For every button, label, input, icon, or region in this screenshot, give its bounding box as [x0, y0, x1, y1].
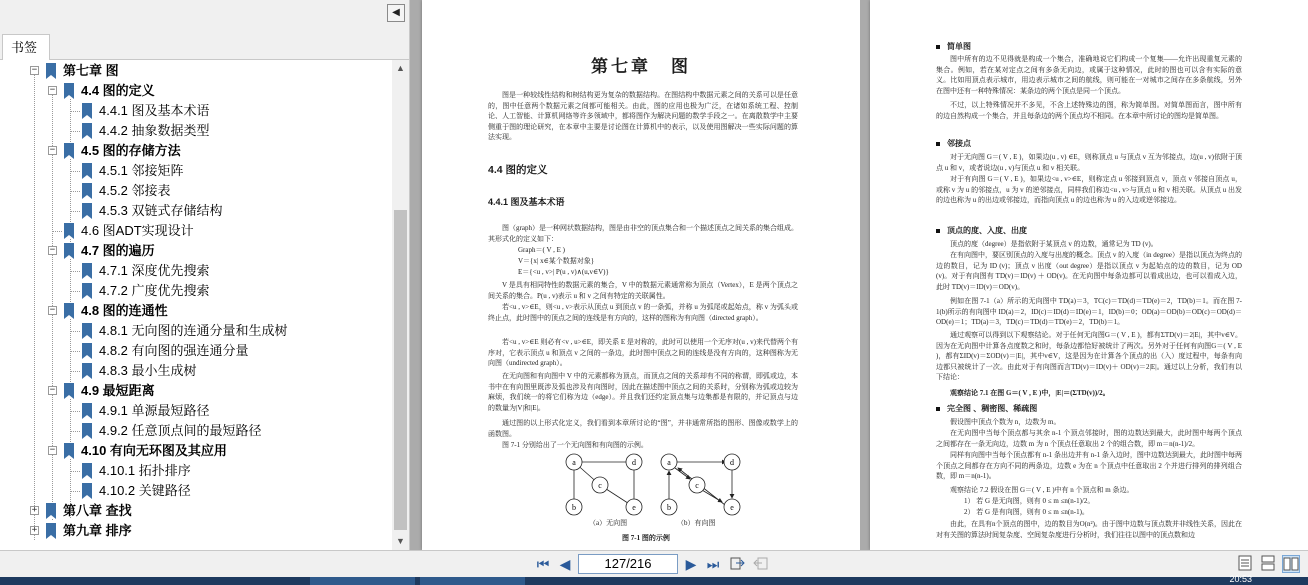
bookmark-label: 4.4.1 图及基本术语	[99, 103, 210, 118]
bookmark-label: 4.7.2 广度优先搜索	[99, 283, 210, 298]
taskbar-clock: 20:53	[1229, 574, 1252, 584]
node-label: e	[730, 503, 734, 512]
bookmark-label: 4.4.2 抽象数据类型	[99, 123, 210, 138]
bookmark-icon	[46, 503, 56, 518]
bookmark-item[interactable]	[0, 201, 392, 221]
panel-tabbar	[0, 30, 410, 60]
bookmark-label: 第七章 图	[63, 63, 119, 78]
tree-connector	[70, 471, 80, 472]
bookmark-item[interactable]	[0, 521, 392, 541]
paragraph: 同样有向图中当每个顶点都有 n-1 条出边并有 n-1 条入边时，图中边数达到最大，此时图中每两个顶点之间都存在方向不同的两条边，边数 e 为在 n 个顶点中任意取出 2 个并进行排列的排列组合数，即 m＝n(n-1)。	[936, 451, 1242, 480]
bookmark-item[interactable]	[0, 381, 392, 401]
observation: 观察结论 7.1 在图 G＝( V , E )中，|E|＝(ΣTD(v))/2。	[950, 389, 1110, 397]
bookmark-icon	[46, 63, 56, 78]
os-taskbar	[0, 574, 1308, 585]
collapse-panel-button[interactable]: ◀	[387, 4, 405, 22]
bookmark-icon	[82, 263, 92, 278]
collapse-node-icon[interactable]: −	[49, 145, 56, 155]
bookmark-item[interactable]	[0, 281, 392, 301]
bookmark-item[interactable]	[0, 221, 392, 241]
paragraph: 例如在图 7-1（a）所示的无向图中 TD(a)＝3，TC(c)＝TD(d)＝TD(e)＝2，TD(b)＝1。而在图 7-1(b)所示的有向图中 ID(a)＝2，ID(c)＝ID(d)＝ID(e)＝1，ID(b)＝0；OD(a)＝OD(b)＝OD(c)＝OD(d)＝OD(e)＝1；TD(a)＝3，TD(c)＝TD(d)＝TD(e)＝2，TD(b)＝1。	[936, 297, 1242, 326]
tree-connector	[70, 351, 80, 352]
first-page-icon[interactable]: ⏮	[536, 556, 550, 572]
section-heading: 邻接点	[936, 138, 971, 149]
bookmark-item[interactable]	[0, 461, 392, 481]
node-label: e	[632, 503, 636, 512]
bookmark-label: 4.5 图的存储方法	[81, 143, 181, 158]
document-viewer[interactable]	[410, 0, 1308, 550]
tree-connector	[70, 191, 80, 192]
scrollbar-thumb[interactable]	[394, 210, 407, 530]
bookmark-icon	[82, 123, 92, 138]
bookmark-label: 4.7 图的遍历	[81, 243, 155, 258]
bookmark-item[interactable]	[0, 361, 392, 381]
bookmark-item[interactable]	[0, 121, 392, 141]
paragraph: 假设图中顶点个数为 n，边数为 m。	[950, 418, 1061, 426]
page-gap	[860, 0, 870, 550]
bookmark-item[interactable]	[0, 481, 392, 501]
bookmark-label: 4.7.1 深度优先搜索	[99, 263, 210, 278]
bookmark-icon	[82, 363, 92, 378]
bookmark-scrollbar[interactable]	[392, 60, 409, 550]
bookmark-label: 4.8.3 最小生成树	[99, 363, 197, 378]
section-heading: 简单图	[936, 41, 971, 52]
collapse-node-icon[interactable]: −	[49, 385, 56, 395]
bookmark-label: 4.9 最短距离	[81, 383, 155, 398]
paragraph: 在有向图中，要区别顶点的入度与出度的概念。顶点 v 的入度（in degree）是指以顶点为终点的边的数目，记为 ID (v)；顶点 v 出度（out degree）是指以顶点 v 为起始点的边的数目，记为 OD (v)。对于有向图有 TD(v)＝ID(v) ＋ OD(v)。在无向图中每条边都可以看成出边，也可以看成入边，此时 TD(v)＝ID(v)＝OD(v)。	[936, 251, 1242, 291]
tree-connector	[70, 131, 80, 132]
scroll-down-icon[interactable]: ▼	[396, 536, 405, 546]
bookmark-item[interactable]	[0, 101, 392, 121]
bookmark-icon	[82, 183, 92, 198]
bookmark-icon	[82, 423, 92, 438]
go-forward-icon[interactable]	[751, 555, 769, 573]
bookmark-label: 4.10 有向无环图及其应用	[81, 443, 227, 458]
bookmark-icon	[64, 303, 74, 318]
section-heading: 4.4 图的定义	[488, 164, 548, 176]
navigation-toolbar	[0, 550, 1308, 577]
formula: E＝{<u , v>| P(u , v)∧(u,v∈V)}	[518, 268, 609, 276]
bookmark-item[interactable]	[0, 421, 392, 441]
paragraph: 图（graph）是一种网状数据结构，图是由非空的顶点集合和一个描述顶点之间关系的集合组成。其形式化的定义如下：	[488, 224, 798, 243]
bookmark-label: 第八章 查找	[63, 503, 132, 518]
tree-connector	[70, 211, 80, 212]
bookmark-icon	[82, 463, 92, 478]
bookmark-item[interactable]	[0, 61, 392, 81]
bookmark-label: 4.5.2 邻接表	[99, 183, 171, 198]
bookmark-item[interactable]	[0, 161, 392, 181]
bookmark-label: 4.8.1 无向图的连通分量和生成树	[99, 323, 288, 338]
bookmark-item[interactable]	[0, 321, 392, 341]
single-page-view-icon[interactable]	[1236, 555, 1254, 573]
bookmark-item[interactable]	[0, 241, 392, 261]
node-label: d	[632, 458, 636, 467]
bookmark-label: 4.8.2 有向图的强连通分量	[99, 343, 249, 358]
bookmark-label: 4.9.2 任意顶点间的最短路径	[99, 423, 262, 438]
bookmark-item[interactable]	[0, 501, 392, 521]
paragraph: 对于无向图 G＝( V , E )，如果边(u , v) ∈E，则称顶点 u 与顶点 v 互为邻接点，边(u , v)依附于顶点 u 和 v，或者说边(u , v)与顶点 u 和 v 相关联。	[936, 153, 1242, 172]
bookmarks-panel	[0, 0, 410, 550]
collapse-node-icon[interactable]: −	[49, 445, 56, 455]
node-label: c	[695, 481, 699, 490]
scroll-up-icon[interactable]: ▲	[396, 63, 405, 73]
undirected-nodes	[566, 454, 642, 515]
bookmark-item[interactable]	[0, 81, 392, 101]
paragraph: 在无向图中当每个顶点都与其余 n-1 个顶点邻接时，图的边数达到最大，此时图中每两个顶点之间都存在一条无向边，边数 m 为 n 个顶点任意取出 2 个的组合数，即 m＝n(n-1)/2。	[936, 429, 1242, 448]
node-label: b	[667, 503, 671, 512]
bookmark-icon	[64, 443, 74, 458]
bookmark-icon	[64, 223, 74, 238]
paragraph: 若<u , v>∈E 则必有<v , u>∈E，即关系 E 是对称的，此时可以使用一个无序对(u , v)来代替两个有序对，它表示顶点 u 和顶点 v 之间的一条边，此时图中顶点之间的连线是没有方向的，这种图称为无向图（undirected graph）。	[488, 338, 798, 367]
paragraph: 图 7-1 分别给出了一个无向图和有向图的示例。	[502, 441, 648, 449]
paragraph: 对于有向图 G＝( V , E )，如果边<u , v>∈E，则称定点 u 邻接到顶点 v，顶点 v 邻接自顶点 u，或称 v 为 u 的邻接点，u 为 v 的逆邻接点，同样我们称边<u , v>与顶点 u 和 v 相关联。从顶点 u 出发的边也称为 u 的出边或邻接边，而指向顶点 u 的边也称为 u 的入边或逆邻接边。	[936, 175, 1242, 204]
observation: 观察结论 7.2 假设在图 G＝( V , E )中有 n 个顶点和 m 条边。	[950, 486, 1134, 494]
bookmark-label: 第九章 排序	[63, 523, 132, 538]
formula: V＝{x| x∈某个数据对象}	[518, 257, 595, 265]
document-page-left	[422, 0, 860, 550]
taskbar-app[interactable]	[420, 577, 525, 585]
collapse-node-icon[interactable]: −	[49, 85, 56, 95]
bookmark-item[interactable]	[0, 441, 392, 461]
bookmark-item[interactable]	[0, 141, 392, 161]
paragraph: 在无向图和有向图中 V 中的元素都称为顶点，而顶点之间的关系却有不同的称谓，即弧或边，本书中在有向图里既涉及弧也涉及有向图时，因此在描述图中顶点之间的关系时，分别称为弧或边较为麻烦，我们统一的将它们称为边（edge）。并且我们还约定顶点集与边集都是有限的，并记顶点与边的数量为|V|和|E|。	[488, 372, 798, 412]
bookmark-label: 4.6 图ADT实现设计	[81, 223, 194, 238]
bookmark-icon	[82, 283, 92, 298]
paragraph: V 是具有相同特性的数据元素的集合，V 中的数据元素通常称为顶点（Vertex），E 是两个顶点之间关系的集合。P(u , v)表示 u 和 v 之间有特定的关联属性。	[488, 281, 798, 300]
bookmark-label: 4.10.2 关键路径	[99, 483, 191, 498]
go-back-icon[interactable]	[729, 555, 747, 573]
continuous-view-icon[interactable]	[1259, 555, 1277, 573]
figure-title: 图 7-1 图的示例	[622, 534, 670, 542]
paragraph: 图中所有的边不见得就是构成一个集合，准确地说它们构成一个复集——允许出现重复元素的集合。例如，若在某对定点之间有多条无向边，或属于这种情况，此时的图也可以含有实际的意义。比如用顶点表示城市，用边表示城市之间的航线，则可能在一对城市之间存在多条航线，另外在图中还有一种特殊情况：某条边的两个顶点是同一个顶点。	[936, 55, 1242, 95]
bookmark-label: 4.5.1 邻接矩阵	[99, 163, 184, 178]
bookmark-icon	[82, 483, 92, 498]
bookmark-icon	[82, 343, 92, 358]
list-item: 1） 若 G 是无向图，则有 0 ≤ m ≤n(n-1)/2。	[964, 497, 1095, 505]
bookmark-icon	[64, 83, 74, 98]
figure-caption-b: （b）有向图	[677, 519, 716, 527]
intro-paragraph: 图是一种较线性结构和树结构更为复杂的数据结构。在图结构中数据元素之间的关系可以是任意的，图中任意两个数据元素之间都可能相关。由此，图的应用也极为广泛，在诸如系统工程、控制论、人工智能、计算机网络等许多领域中，都将图作为解决问题的数学手段之一。在离散数学中主要侧重于图的理论研究，在本章中主要是讨论图在计算机中的表示，以及使用图解决一些实际问题的算法实现。	[488, 91, 798, 141]
two-page-view-icon[interactable]	[1282, 555, 1300, 573]
paragraph: 通过观察可以得到以下观察结论。对于任何无向图G＝( V , E )，都有ΣTD(v)＝2|E|，其中v∈V。因为在无向图中计算各点度数之和时，每条边都恰好被统计了两次。另外对于任何有向图G＝( V , E )，都有ΣID(v)＝ΣOD(v)＝|E|，其中v∈V，这是因为在计算各个顶点的出（入）度过程中，每条有向边都只被统计了一次。由此对于有向图而言TD(v)＝ID(v)＋ OD(v)＝2|E|。通过以上分析，我们有以下结论：	[936, 331, 1242, 381]
list-item: 2） 若 G 是有向图，则有 0 ≤ m ≤n(n-1)。	[964, 508, 1089, 516]
bookmark-label: 4.4 图的定义	[81, 83, 155, 98]
tree-connector	[70, 111, 80, 112]
bookmark-icon	[82, 403, 92, 418]
tree-connector	[70, 291, 80, 292]
chapter-title: 第七章 图	[591, 57, 691, 76]
node-label: c	[598, 481, 602, 490]
bookmark-item[interactable]	[0, 181, 392, 201]
expand-node-icon[interactable]: +	[31, 505, 38, 515]
collapse-node-icon[interactable]: −	[49, 305, 56, 315]
figure-graphs	[542, 450, 742, 520]
bookmark-item[interactable]	[0, 261, 392, 281]
paragraph: 若<u , v>∈E，则<u , v>表示从顶点 u 到顶点 v 的一条弧，并称 u 为弧尾或起始点，称 v 为弧头或终止点，此时图中的顶点之间的连线是有方向的，这样的图称为有向图（directed graph）。	[488, 303, 798, 322]
tree-connector	[70, 491, 80, 492]
bookmark-tree	[0, 60, 392, 550]
collapse-node-icon[interactable]: −	[49, 245, 56, 255]
bookmark-icon	[82, 323, 92, 338]
bookmark-item[interactable]	[0, 301, 392, 321]
tree-connector	[70, 331, 80, 332]
section-heading: 完全图 、稠密图、稀疏图	[936, 403, 1037, 414]
bookmark-label: 4.5.3 双链式存储结构	[99, 203, 223, 218]
expand-node-icon[interactable]: +	[31, 525, 38, 535]
prev-page-icon[interactable]: ◀	[559, 556, 571, 572]
tree-connector	[70, 271, 80, 272]
tree-connector	[70, 411, 80, 412]
page-number-input[interactable]: 127/216	[578, 554, 678, 574]
paragraph: 通过图的以上形式化定义，我们看到本章所讨论的“图”，并非通常所指的图形、图像或数学上的函数图。	[488, 419, 798, 438]
bookmark-icon	[46, 523, 56, 538]
tree-connector	[70, 371, 80, 372]
figure-caption-a: （a）无向图	[589, 519, 628, 527]
bookmark-icon	[82, 163, 92, 178]
last-page-icon[interactable]: ⏭	[706, 556, 720, 572]
bookmark-label: 4.8 图的连通性	[81, 303, 168, 318]
section-heading: 顶点的度、入度、出度	[936, 225, 1027, 236]
subsection-heading: 4.4.1 图及基本术语	[488, 197, 565, 207]
bookmark-label: 4.9.1 单源最短路径	[99, 403, 210, 418]
node-label: a	[572, 458, 576, 467]
taskbar-app[interactable]	[310, 577, 415, 585]
paragraph: 不过，以上特殊情况并不多见，不含上述特殊边的图，称为简单图。对简单图而言，图中所有的边自然构成一个集合，并且每条边的两个顶点均不相同。在本章中所讨论的图均是简单图。	[936, 101, 1242, 120]
bookmark-icon	[64, 243, 74, 258]
bookmark-item[interactable]	[0, 341, 392, 361]
bookmark-icon	[82, 203, 92, 218]
bookmark-label: 4.10.1 拓扑排序	[99, 463, 191, 478]
node-label: d	[730, 458, 734, 467]
directed-nodes	[661, 454, 740, 515]
bookmark-icon	[64, 383, 74, 398]
bookmark-item[interactable]	[0, 401, 392, 421]
node-label: b	[572, 503, 576, 512]
document-page-right	[870, 0, 1308, 550]
formula: Graph＝( V , E )	[518, 246, 565, 254]
next-page-icon[interactable]: ▶	[685, 556, 697, 572]
tree-connector	[70, 171, 80, 172]
bookmark-icon	[82, 103, 92, 118]
paragraph: 由此，在具有n个顶点的图中，边的数目为O(n²)。由于图中边数与顶点数并非线性关系，因此在对有关图的算法时间复杂度、空间复杂度进行分析时，我们往往以图中的顶点数和边	[936, 520, 1242, 539]
tab-bookmarks[interactable]: 书签	[2, 34, 50, 61]
tree-connector	[70, 431, 80, 432]
paragraph: 顶点的度（degree）是指依附于某顶点 v 的边数，通常记为 TD (v)。	[950, 240, 1158, 248]
collapse-node-icon[interactable]: −	[31, 65, 38, 75]
node-label: a	[667, 458, 671, 467]
tree-connector	[52, 231, 62, 232]
bookmark-icon	[64, 143, 74, 158]
